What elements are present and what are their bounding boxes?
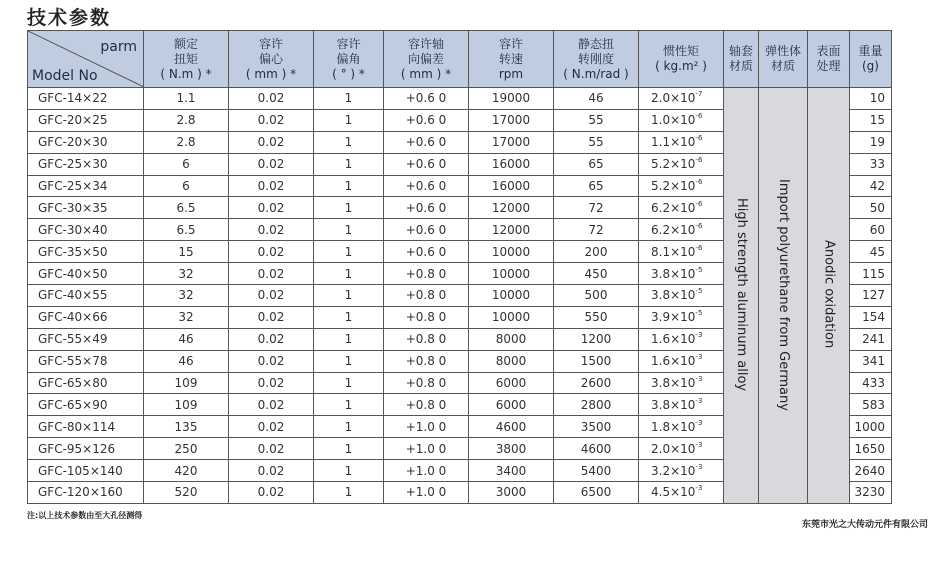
inertia-exponent: -6: [695, 199, 703, 208]
cell-hub-material: [724, 88, 759, 504]
spec-table: [27, 30, 892, 504]
inertia-exponent: -6: [695, 178, 703, 186]
cell-torque: 109: [144, 372, 229, 394]
inertia-exponent: -6: [695, 156, 703, 165]
cell-rpm: 8000: [469, 350, 554, 372]
cell-inertia: [639, 394, 724, 416]
cell-angle: 1: [314, 438, 384, 460]
inertia-exponent: -3: [695, 418, 703, 427]
cell-eccentricity: 0.02: [229, 460, 314, 482]
cell-model: GFC-120×160: [28, 482, 144, 504]
cell-stiffness: 6500: [554, 482, 639, 504]
cell-rpm: 3400: [469, 460, 554, 482]
cell-rpm: 10000: [469, 285, 554, 307]
cell-torque: 6: [144, 153, 229, 175]
cell-torque: 2.8: [144, 131, 229, 153]
cell-torque: 420: [144, 460, 229, 482]
inertia-mantissa: 3.2×10: [651, 463, 696, 478]
cell-weight: 241: [850, 328, 892, 350]
cell-stiffness: 55: [554, 131, 639, 153]
cell-rpm: 16000: [469, 175, 554, 197]
table-row: [28, 88, 892, 110]
cell-weight: 3230: [850, 482, 892, 504]
cell-angle: 1: [314, 482, 384, 504]
cell-model: GFC-25×34: [28, 175, 144, 197]
cell-eccentricity: 0.02: [229, 131, 314, 153]
inertia-mantissa: 1.6×10: [651, 354, 696, 369]
cell-eccentricity: 0.02: [229, 350, 314, 372]
cell-rpm: 12000: [469, 197, 554, 219]
cell-weight: 341: [850, 350, 892, 372]
cell-inertia: [639, 328, 724, 350]
inertia-exponent: -3: [695, 331, 703, 340]
cell-torque: 46: [144, 350, 229, 372]
cell-elastomer-material: [759, 88, 808, 504]
cell-inertia: [639, 350, 724, 372]
cell-stiffness: 65: [554, 175, 639, 197]
inertia-mantissa: 3.8×10: [651, 397, 696, 412]
cell-angle: 1: [314, 394, 384, 416]
cell-inertia: [639, 285, 724, 307]
cell-angle: 1: [314, 263, 384, 285]
cell-stiffness: 1200: [554, 328, 639, 350]
cell-surface-text: Anodic oxidation: [821, 240, 837, 349]
cell-axial: +1.0 0: [384, 416, 469, 438]
cell-weight: 19: [850, 131, 892, 153]
cell-inertia: [639, 263, 724, 285]
cell-axial: +1.0 0: [384, 460, 469, 482]
cell-model: GFC-14×22: [28, 88, 144, 110]
cell-axial: +0.8 0: [384, 285, 469, 307]
cell-model: GFC-40×66: [28, 306, 144, 328]
company-name: 东莞市光之大传动元件有限公司: [801, 520, 928, 530]
cell-axial: +1.0 0: [384, 482, 469, 504]
cell-torque: 2.8: [144, 109, 229, 131]
cell-weight: 2640: [850, 460, 892, 482]
cell-weight: 45: [850, 241, 892, 263]
cell-rpm: 3800: [469, 438, 554, 460]
cell-angle: 1: [314, 306, 384, 328]
inertia-mantissa: 5.2×10: [651, 179, 696, 193]
cell-rpm: 17000: [469, 131, 554, 153]
cell-model: GFC-65×90: [28, 394, 144, 416]
cell-inertia: [639, 438, 724, 460]
cell-weight: 154: [850, 306, 892, 328]
cell-stiffness: 1500: [554, 350, 639, 372]
cell-axial: +0.8 0: [384, 306, 469, 328]
header-stiffness: 静态扭 转刚度 ( N.m/rad ): [554, 31, 639, 88]
cell-stiffness: 65: [554, 153, 639, 175]
inertia-mantissa: 3.8×10: [651, 266, 696, 281]
inertia-exponent: -3: [695, 375, 703, 384]
cell-eccentricity: 0.02: [229, 438, 314, 460]
cell-inertia: [639, 175, 724, 197]
cell-torque: 1.1: [144, 88, 229, 110]
cell-weight: 115: [850, 263, 892, 285]
cell-inertia: [639, 219, 724, 241]
cell-eccentricity: 0.02: [229, 109, 314, 131]
cell-axial: +0.8 0: [384, 328, 469, 350]
inertia-mantissa: 2.0×10: [651, 441, 696, 456]
cell-axial: +0.8 0: [384, 263, 469, 285]
inertia-mantissa: 1.6×10: [651, 332, 696, 347]
cell-axial: +0.6 0: [384, 219, 469, 241]
cell-axial: +0.6 0: [384, 88, 469, 110]
inertia-exponent: -7: [695, 90, 703, 99]
cell-weight: 127: [850, 285, 892, 307]
inertia-exponent: -5: [695, 265, 703, 274]
cell-torque: 32: [144, 263, 229, 285]
cell-eccentricity: 0.02: [229, 285, 314, 307]
cell-axial: +0.6 0: [384, 175, 469, 197]
inertia-exponent: -6: [695, 112, 703, 121]
cell-stiffness: 4600: [554, 438, 639, 460]
cell-stiffness: 72: [554, 197, 639, 219]
header-surface: 表面 处理: [808, 31, 850, 88]
cell-eccentricity: 0.02: [229, 394, 314, 416]
inertia-exponent: -6: [695, 134, 703, 143]
header-corner: [28, 31, 144, 88]
cell-eccentricity: 0.02: [229, 197, 314, 219]
inertia-exponent: -3: [695, 440, 703, 449]
cell-stiffness: 2800: [554, 394, 639, 416]
cell-angle: 1: [314, 197, 384, 219]
cell-weight: 583: [850, 394, 892, 416]
cell-inertia: [639, 306, 724, 328]
page-title: 技术参数: [27, 7, 112, 29]
inertia-mantissa: 3.8×10: [651, 288, 696, 303]
cell-torque: 46: [144, 328, 229, 350]
table-header: [28, 31, 892, 88]
footnote: 注:以上技术参数由至大孔径测得: [27, 511, 143, 520]
header-torque: 额定 扭矩 ( N.m ) *: [144, 31, 229, 88]
cell-angle: 1: [314, 285, 384, 307]
cell-model: GFC-40×50: [28, 263, 144, 285]
cell-rpm: 6000: [469, 394, 554, 416]
cell-eccentricity: 0.02: [229, 482, 314, 504]
inertia-exponent: -5: [695, 309, 703, 318]
inertia-mantissa: 8.1×10: [651, 244, 696, 259]
cell-torque: 6.5: [144, 197, 229, 219]
cell-weight: 10: [850, 88, 892, 110]
inertia-mantissa: 1.1×10: [651, 135, 696, 150]
cell-angle: 1: [314, 109, 384, 131]
inertia-mantissa: 3.8×10: [651, 376, 696, 391]
cell-torque: 250: [144, 438, 229, 460]
cell-model: GFC-35×50: [28, 241, 144, 263]
cell-torque: 32: [144, 306, 229, 328]
cell-stiffness: 55: [554, 109, 639, 131]
cell-rpm: 12000: [469, 219, 554, 241]
cell-inertia: [639, 460, 724, 482]
cell-model: GFC-105×140: [28, 460, 144, 482]
cell-model: GFC-55×78: [28, 350, 144, 372]
cell-axial: +0.8 0: [384, 394, 469, 416]
cell-rpm: 10000: [469, 306, 554, 328]
cell-rpm: 6000: [469, 372, 554, 394]
cell-rpm: 17000: [469, 109, 554, 131]
header-elastomer: 弹性体 材质: [759, 31, 808, 88]
cell-model: GFC-20×25: [28, 109, 144, 131]
cell-axial: +0.6 0: [384, 131, 469, 153]
inertia-mantissa: 1.0×10: [651, 113, 696, 128]
cell-rpm: 19000: [469, 88, 554, 110]
cell-angle: 1: [314, 416, 384, 438]
header-axial: 容许轴 向偏差 ( mm ) *: [384, 31, 469, 88]
table-body: [28, 88, 892, 504]
inertia-mantissa: 6.2×10: [651, 200, 696, 215]
inertia-mantissa: 2.0×10: [651, 91, 696, 106]
cell-surface: [808, 88, 850, 504]
cell-angle: 1: [314, 372, 384, 394]
cell-axial: +0.6 0: [384, 241, 469, 263]
cell-rpm: 4600: [469, 416, 554, 438]
cell-eccentricity: 0.02: [229, 263, 314, 285]
header-hub-material: 轴套 材质: [724, 31, 759, 88]
cell-stiffness: 450: [554, 263, 639, 285]
cell-torque: 15: [144, 241, 229, 263]
cell-eccentricity: 0.02: [229, 219, 314, 241]
cell-eccentricity: 0.02: [229, 175, 314, 197]
cell-inertia: [639, 372, 724, 394]
inertia-exponent: -3: [695, 353, 703, 362]
cell-inertia: [639, 416, 724, 438]
cell-weight: 1650: [850, 438, 892, 460]
cell-model: GFC-80×114: [28, 416, 144, 438]
cell-torque: 520: [144, 482, 229, 504]
cell-torque: 6: [144, 175, 229, 197]
header-parm: parm: [100, 39, 137, 55]
cell-stiffness: 2600: [554, 372, 639, 394]
cell-torque: 135: [144, 416, 229, 438]
header-weight: 重量 (g): [850, 31, 892, 88]
cell-eccentricity: 0.02: [229, 241, 314, 263]
cell-eccentricity: 0.02: [229, 153, 314, 175]
cell-eccentricity: 0.02: [229, 306, 314, 328]
cell-model: GFC-95×126: [28, 438, 144, 460]
header-model: Model No: [32, 68, 98, 84]
cell-angle: 1: [314, 131, 384, 153]
cell-stiffness: 5400: [554, 460, 639, 482]
inertia-exponent: -3: [695, 396, 703, 405]
cell-model: GFC-30×40: [28, 219, 144, 241]
cell-angle: 1: [314, 175, 384, 197]
cell-weight: 1000: [850, 416, 892, 438]
cell-weight: 50: [850, 197, 892, 219]
cell-model: GFC-55×49: [28, 328, 144, 350]
cell-angle: 1: [314, 460, 384, 482]
cell-stiffness: 200: [554, 241, 639, 263]
cell-torque: 6.5: [144, 219, 229, 241]
cell-model: GFC-40×55: [28, 285, 144, 307]
inertia-mantissa: 5.2×10: [651, 157, 696, 172]
cell-model: GFC-25×30: [28, 153, 144, 175]
inertia-mantissa: 6.2×10: [651, 222, 696, 237]
header-rpm: 容许 转速 rpm: [469, 31, 554, 88]
cell-eccentricity: 0.02: [229, 88, 314, 110]
cell-axial: +0.6 0: [384, 197, 469, 219]
cell-axial: +0.8 0: [384, 372, 469, 394]
cell-rpm: 3000: [469, 482, 554, 504]
inertia-exponent: -6: [695, 221, 703, 230]
cell-torque: 109: [144, 394, 229, 416]
cell-axial: +0.6 0: [384, 153, 469, 175]
cell-stiffness: 3500: [554, 416, 639, 438]
cell-axial: +0.8 0: [384, 350, 469, 372]
cell-angle: 1: [314, 88, 384, 110]
cell-stiffness: 550: [554, 306, 639, 328]
cell-stiffness: 72: [554, 219, 639, 241]
inertia-exponent: -6: [695, 243, 703, 252]
cell-angle: 1: [314, 350, 384, 372]
cell-model: GFC-30×35: [28, 197, 144, 219]
header-angle: 容许 偏角 ( ° ) *: [314, 31, 384, 88]
cell-weight: 33: [850, 153, 892, 175]
inertia-mantissa: 4.5×10: [651, 485, 696, 500]
cell-rpm: 10000: [469, 263, 554, 285]
cell-weight: 433: [850, 372, 892, 394]
cell-angle: 1: [314, 153, 384, 175]
inertia-exponent: -3: [695, 462, 703, 471]
cell-inertia: [639, 241, 724, 263]
cell-inertia: [639, 153, 724, 175]
cell-inertia: [639, 131, 724, 153]
cell-eccentricity: 0.02: [229, 416, 314, 438]
cell-hub-material-text: High strength aluminum alloy: [734, 197, 749, 392]
cell-rpm: 8000: [469, 328, 554, 350]
cell-angle: 1: [314, 219, 384, 241]
cell-axial: +0.6 0: [384, 109, 469, 131]
cell-model: GFC-20×30: [28, 131, 144, 153]
cell-axial: +1.0 0: [384, 438, 469, 460]
inertia-mantissa: 1.8×10: [651, 419, 696, 434]
inertia-mantissa: 3.9×10: [651, 310, 696, 325]
cell-weight: 60: [850, 219, 892, 241]
cell-weight: 15: [850, 109, 892, 131]
inertia-exponent: -5: [695, 287, 703, 296]
cell-inertia: [639, 88, 724, 110]
cell-angle: 1: [314, 328, 384, 350]
cell-angle: 1: [314, 241, 384, 263]
cell-eccentricity: 0.02: [229, 372, 314, 394]
cell-inertia: [639, 482, 724, 504]
cell-torque: 32: [144, 285, 229, 307]
cell-model: GFC-65×80: [28, 372, 144, 394]
cell-weight: 42: [850, 175, 892, 197]
cell-inertia: [639, 197, 724, 219]
header-inertia: 惯性矩 ( kg.m² ): [639, 31, 724, 88]
cell-rpm: 10000: [469, 241, 554, 263]
cell-stiffness: 500: [554, 285, 639, 307]
inertia-exponent: -3: [695, 484, 703, 493]
header-eccentricity: 容许 偏心 ( mm ) *: [229, 31, 314, 88]
cell-rpm: 16000: [469, 153, 554, 175]
cell-inertia: [639, 109, 724, 131]
cell-elastomer-material-text: Import polyurethane from Germany: [776, 178, 791, 411]
cell-stiffness: 46: [554, 88, 639, 110]
cell-eccentricity: 0.02: [229, 328, 314, 350]
